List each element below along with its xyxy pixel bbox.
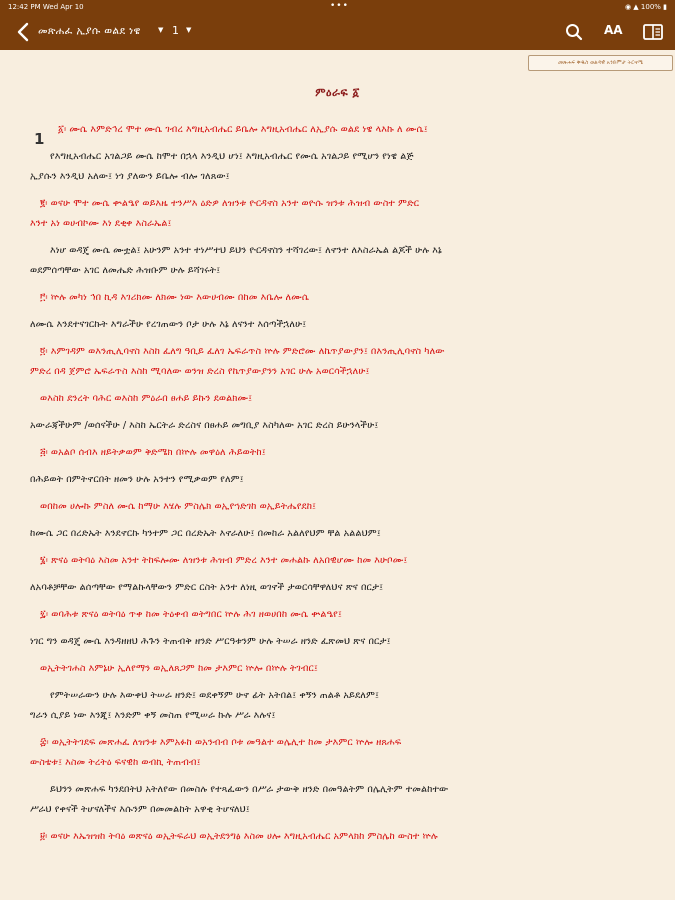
back-chevron-icon[interactable]	[14, 21, 34, 43]
status-time: 12:42 PM Wed Apr 10	[8, 3, 84, 11]
text-line: ወበከመ ሀሎኩ ምስለ ሙሴ ከማሁ እሄሉ ምስሌክ ወኢየኀድገከ ወኢይትሔየደከ፤	[40, 501, 317, 512]
verse-paragraph[interactable]	[0, 288, 309, 308]
search-icon[interactable]	[565, 23, 583, 41]
commentary-paragraph[interactable]	[0, 780, 448, 820]
text-line: ፩፡ ሙሴ እምድኅረ ሞተ ሙሴ ገብረ እግዚአብሔር ይቤሎ እግዚአብሔር ለኢያሱ ወልደ ነዌ ላእኩ ለ ሙሴ፤	[58, 124, 428, 135]
text-line: ግራን ሲያይ ነው እንጂ፤ እንድም ቀኝ መስጠ የሚሠራ ኩሉ ሥራ እሉና፤	[30, 710, 276, 721]
text-line: ይህንን መጽሐፍ ካንደበትህ አትለየው በመስሉ የተጻፈውን በሥራ ታውቅ ዘንድ በመዓልትም በሌሊትም ተመልከተው	[50, 784, 449, 795]
text-line: ፱፡ ወናሁ እኤዝዝከ ትባዕ ወጽናዕ ወኢትፍራህ ወኢትደንግፅ እስመ ሀሎ እግዚአብሔር አምላክከ ምስሌከ ውስተ ኵሉ	[40, 831, 438, 842]
verse-paragraph[interactable]	[0, 659, 318, 679]
text-line: ነገር ግን ወዳጄ ሙሴ እንዳዘዘህ ሕጉን ትጠብቅ ዘንድ ሥርዓቱንም ሁሉ ትሠራ ዘንድ ፈጽመህ ጽና በርታ፤	[30, 636, 391, 647]
verse-paragraph[interactable]	[0, 342, 445, 382]
verse-paragraph[interactable]	[0, 120, 428, 140]
text-line: ፮፡ ጽናዕ ወትባዕ እስመ አንተ ትከፍሎሙ ለዝንቱ ሕዝብ ምድረ እንተ መሐልኩ ለአበዊሆሙ ከመ እሁቦሙ፤	[40, 555, 408, 566]
commentary-paragraph[interactable]	[0, 416, 378, 436]
text-line: ውስቴቱ፤ እስመ ትረትዕ ፍናዊከ ወብኪ ትጠብብ፤	[30, 757, 201, 768]
text-line: ወደምሰጣቸው አገር ለመሔድ ሕዝቡም ሁሉ ይሻገሩት፤	[30, 265, 221, 276]
verse-paragraph[interactable]	[0, 827, 438, 847]
commentary-paragraph[interactable]	[0, 315, 306, 335]
commentary-paragraph[interactable]	[0, 578, 383, 598]
verse-paragraph[interactable]	[0, 194, 419, 234]
version-button[interactable]: መጽሐፍ ቅዱስ ወልዳዊ አንድምታ ትርጓሜ	[528, 55, 673, 71]
text-line: ምድረ በዳ ጀምሮ ኤፍራጥስ እስከ ሚባለው ወንዝ ድረስ የኬጥያውያንን አገር ሁሉ አወርሳችኋለሁ፤	[30, 366, 370, 377]
text-line: ፭፡ ወአልቦ ሰብእ ዘይትቃወም ቅድሜክ በኵሉ መዋዕለ ሕይወትከ፤	[40, 447, 266, 458]
commentary-paragraph[interactable]	[0, 241, 442, 281]
text-line: ወኢትትገሐስ እምኔሁ ኢለየማን ወኢለጸጋም ከመ ታእምር ኵሎ በኵሉ ትገብር፤	[40, 663, 318, 674]
text-line: ፯፡ ወባሕቱ ጽናዕ ወትባዕ ጥቀ ከመ ትዕቀብ ወትግበር ኵሉ ሕገ ዘወሀበከ ሙሴ ቍልዔየ፤	[40, 609, 342, 620]
text-line: ፫፡ ኵሉ መካነ ኅበ ኪዳ እገሪክሙ ለክሙ ነው እውሀብሙ በከመ እቤሎ ለሙሴ	[40, 292, 310, 303]
chapter-selector[interactable]: 1	[172, 24, 179, 37]
verse-paragraph[interactable]	[0, 497, 316, 517]
book-icon[interactable]	[643, 23, 663, 41]
text-line: ወእስከ ደንረት ባሕር ወእስከ ምዕራበ ፀሐይ ይኩን ደወልክሙ፤	[40, 393, 253, 404]
text-line: በሕይወት በምትኖርበት ዘመን ሁሉ አንተን የሚቃወም የለም፤	[30, 474, 244, 485]
text-line: ፬፡ እምገዳም ወእንጢሊባኖስ እስከ ፈለግ ዓቢይ ፈለገ ኤፍራጥስ ኵሉ ምድሮሙ ለኬጥያውያን፤ በእንጢሊባኖስ ካለው	[40, 346, 445, 357]
status-indicators: ◉ ▲ 100% ▮	[624, 3, 667, 11]
text-line: ፰፡ ወኢትትገደፍ መጽሐፈ ለዝንቱ እምአፉከ ወአንብብ ቦቱ መዓልተ ወሌሊተ ከመ ታእምር ኵሎ ዘጸሐፍ	[40, 737, 402, 748]
commentary-paragraph[interactable]	[0, 524, 381, 544]
book-title[interactable]: መጽሐፈ ኢያሱ ወልደ ነዌ	[38, 25, 141, 37]
commentary-paragraph[interactable]	[0, 686, 379, 726]
text-line: ፪፡ ወናሁ ሞተ ሙሴ ቍልዔየ ወይእዜ ተንሥእ ዕድዎ ለዝንቱ ዮርዳኖስ አንተ ወዮሱ ዝንቱ ሕዝብ ውስተ ምድር	[40, 198, 420, 209]
verse-paragraph[interactable]	[0, 733, 401, 773]
chapter-dropdown-icon[interactable]: ▼	[186, 26, 192, 34]
verse-paragraph[interactable]	[0, 389, 252, 409]
chapter-heading: ምዕራፍ ፩	[315, 86, 360, 99]
text-line: ለሙሴ እንደተናገርኩት እግራችሁ የረገጠውን ቦታ ሁሉ እኔ ለናንተ እሰጣችኋለሁ፤	[30, 319, 307, 330]
text-line: ኢያሱን እንዲህ አለው፤ ነጎ ያለውን ይቤሎ ብሎ ገለጸው፤	[30, 171, 230, 182]
font-size-icon[interactable]: AA	[604, 23, 623, 37]
multitask-dots[interactable]: •••	[330, 1, 349, 11]
book-dropdown-icon[interactable]: ▼	[158, 26, 164, 34]
text-line: ሥራህ የቀናች ትሆናለችና እሱንም በመመልከት አዋቂ ትሆናለህ፤	[30, 804, 250, 815]
text-line: ከሙሴ ጋር በረድኤት እንደኖርኩ ካንተም ጋር በረድኤት እኖራለሁ፤ በመከራ አልለየህም ቸል አልልህም፤	[30, 528, 381, 539]
text-line: የምትሠራውን ሁሉ እውቀህ ትሠራ ዘንድ፤ ወደቀኝም ሁኖ ፊት አትበል፤ ቀኝን ጠልቶ አይደለም፤	[50, 690, 379, 701]
chapter-number: 1	[34, 130, 45, 148]
commentary-paragraph[interactable]	[0, 632, 391, 652]
verse-paragraph[interactable]	[0, 443, 266, 463]
status-bar	[0, 0, 675, 14]
text-line: አውራጃችሁም /ወሰናችሁ / እስከ ኤርትራ ድረስና በፀሐይ መግቢያ እስካለው አገር ድረስ ይሁንላችሁ፤	[30, 420, 379, 431]
text-line: እነሆ ወዳጄ ሙሴ ሙቷል፤ አሁንም አንተ ተነሥተህ ይህን ዮርዳኖስን ተሻገረው፤ ለኖንተ ለእስራኤል ልጆች ሁሉ እኔ	[50, 245, 442, 256]
verse-paragraph[interactable]	[0, 605, 342, 625]
verse-paragraph[interactable]	[0, 551, 407, 571]
text-line: ለአባቶቻቸው ልሰጣቸው የማልኩላቸውን ምድር ርስት አንተ ለነዚ ወገኖች ታወርሳቸዋለህና ጽና በርታ፤	[30, 582, 384, 593]
text-line: እንተ አነ ወሀብኮሙ እነ ደቂቀ እስራኤል፤	[30, 218, 172, 229]
commentary-paragraph[interactable]	[0, 147, 414, 187]
text-line: የእግዚአብሔር አገልጋይ ሙሴ ከሞተ በኋላ እንዲህ ሆነ፤ እግዚአብሔር የሙሴ አገልጋይ የሚሆን የነዌ ልጅ	[50, 151, 414, 162]
commentary-paragraph[interactable]	[0, 470, 244, 490]
nav-bar	[0, 14, 675, 50]
